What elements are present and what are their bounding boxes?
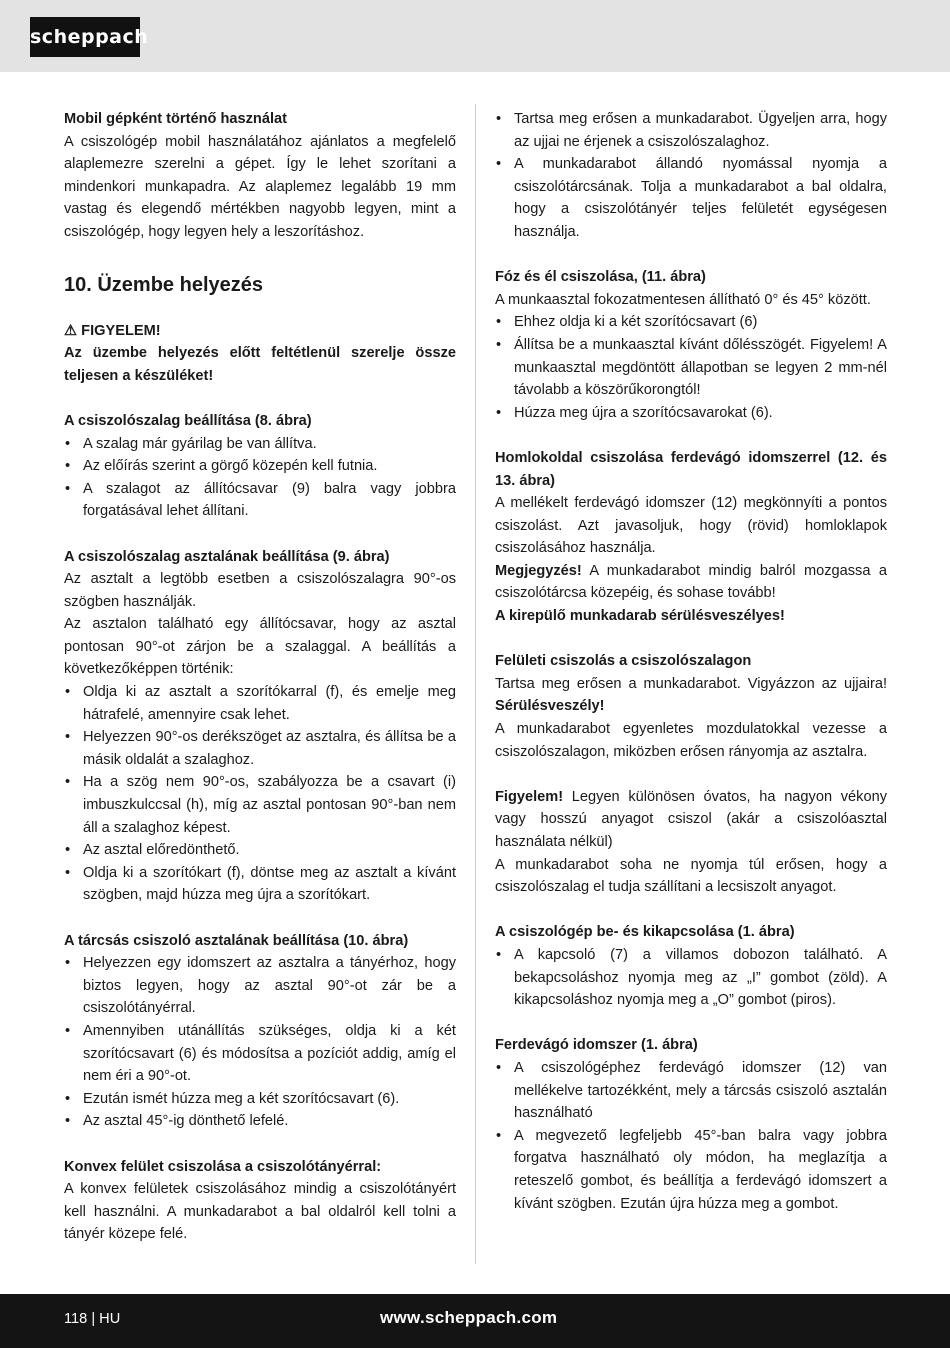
note-label: Megjegyzés! xyxy=(495,562,582,579)
list-item: • Húzza meg újra a szorítócsavarokat (6). xyxy=(495,402,887,425)
end-grinding-warning: A kirepülő munkadarab sérülésveszélyes! xyxy=(495,608,785,625)
disc-table-list xyxy=(64,952,456,1133)
miter-list xyxy=(495,1057,887,1215)
top-list xyxy=(495,108,887,244)
caution-text-2: A munkadarabot soha ne nyomja túl erősen, hogy a csiszolószalag el tudja szállítani a lecsiszolt anyagot. xyxy=(495,856,887,896)
list-item: • A csiszológéphez ferdevágó idomszer (12) van mellékelve tartozékként, mely a tárcsás csiszoló asztalán használható xyxy=(495,1057,887,1125)
list-item: • Az asztal előredönthető. xyxy=(64,839,456,862)
surface-text-2: A munkadarabot egyenletes mozdulatokkal vezesse a csiszolószalagon, miközben erősen rányomja az asztalra. xyxy=(495,721,887,760)
list-item: • A munkadarabot állandó nyomással nyomja a csiszolótárcsának. Tolja a munkadarabot a bal oldalra, hogy a csiszolótányér teljes felületét egységesen használja. xyxy=(495,153,887,243)
footer-bar xyxy=(0,1294,950,1348)
switch-heading: A csiszológép be- és kikapcsolása (1. ábra) xyxy=(495,924,795,941)
belt-setting-list xyxy=(64,433,456,523)
list-item: • Ehhez oldja ki a két szorítócsavart (6) xyxy=(495,311,887,334)
page-number: 118 | HU xyxy=(64,1311,121,1327)
note-text: A munkadarabot mindig balról mozgassa a csiszolótárcsa közepéig, és sohase tovább! xyxy=(495,562,887,602)
end-grinding-note xyxy=(495,560,887,605)
caution-label: Figyelem! xyxy=(495,788,564,805)
list-item: • Az asztal 45°-ig dönthető lefelé. xyxy=(64,1110,456,1133)
bevel-heading: Fóz és él csiszolása, (11. ábra) xyxy=(495,269,706,286)
belt-table-heading: A csiszolószalag asztalának beállítása (9. ábra) xyxy=(64,548,390,565)
belt-table-text-1: Az asztalt a legtöbb esetben a csiszolószalagra 90°-os szögben használják. xyxy=(64,571,456,610)
switch-list xyxy=(495,944,887,1012)
right-column xyxy=(495,108,887,1215)
section-title: 10. Üzembe helyezés xyxy=(64,273,263,296)
list-item: • Ezután ismét húzza meg a két szorítócsavart (6). xyxy=(64,1088,456,1111)
warning-triangle-icon: ⚠ xyxy=(64,322,78,339)
website-link[interactable]: www.scheppach.com xyxy=(380,1308,558,1327)
belt-table-text-2: Az asztalon található egy állítócsavar, hogy az asztal pontosan 90°-ot zárjon be a szalaggal. A beállítás a következőképpen történik: xyxy=(64,616,456,678)
warning-text: Az üzembe helyezés előtt feltétlenül szerelje össze teljesen a készüléket! xyxy=(64,345,456,384)
end-grinding-heading: Homlokoldal csiszolása ferdevágó idomszerrel (12. és 13. ábra) xyxy=(495,449,887,489)
scheppach-logo: scheppach xyxy=(30,17,140,57)
disc-table-heading: A tárcsás csiszoló asztalának beállítása (10. ábra) xyxy=(64,932,409,949)
bevel-text: A munkaasztal fokozatmentesen állítható 0° és 45° között. xyxy=(495,291,871,308)
mobile-use-heading: Mobil gépként történő használat xyxy=(64,111,287,127)
belt-setting-heading: A csiszolószalag beállítása (8. ábra) xyxy=(64,412,312,429)
list-item: • Az előírás szerint a görgő közepén kell futnia. xyxy=(64,455,456,478)
end-grinding-text: A mellékelt ferdevágó idomszer (12) megkönnyíti a pontos csiszolást. Azt javasoljuk, hogy (rövid) homloklapok csiszolásához használja. xyxy=(495,495,887,557)
column-divider xyxy=(475,104,476,1264)
list-item: • Helyezzen 90°-os derékszöget az asztalra, és állítsa be a másik oldalát a szalaghoz. xyxy=(64,726,456,771)
warning-heading: ⚠ FIGYELEM! xyxy=(64,322,161,339)
list-item: • Oldja ki a szorítókart (f), döntse meg az asztalt a kívánt szögben, majd húzza meg újra a szorítókart. xyxy=(64,862,456,907)
mobile-use-text: A csiszológép mobil használatához ajánlatos a megfelelő alaplemezre szerelni a gépet. Így le lehet szorítani a mindenkori munkapadra. Az alaplemez legalább 19 mm vastag és elegendő mértékben nagyobb legyen, mint a csiszológép, hogy legyen hely a leszorításhoz. xyxy=(64,133,456,240)
list-item: • A szalagot az állítócsavar (9) balra vagy jobbra forgatásával lehet állítani. xyxy=(64,478,456,523)
list-item: • Ha a szög nem 90°-os, szabályozza be a csavart (i) imbuszkulccsal (h), míg az asztal pontosan 90°-ban nem áll a szalaghoz képest. xyxy=(64,771,456,839)
caution-text: Figyelem! Legyen különösen óvatos, ha nagyon vékony vagy hosszú anyagot csiszol (akár a csiszolóasztal használata nélkül) xyxy=(495,788,887,850)
list-item: • Amennyiben utánállítás szükséges, oldja ki a két szorítócsavart (6) és módosítsa a pozíciót addig, amíg el nem éri a 90°-ot. xyxy=(64,1020,456,1088)
convex-heading: Konvex felület csiszolása a csiszolótányérral: xyxy=(64,1158,382,1175)
list-item: • Állítsa be a munkaasztal kívánt dőlésszögét. Figyelem! A munkaasztal megdöntött állapotban se legyen 2 mm-nél távolabb a köszörűkorongtól! xyxy=(495,334,887,402)
danger-label: Sérülésveszély! xyxy=(495,698,605,715)
list-item: • A kapcsoló (7) a villamos dobozon található. A bekapcsoláshoz nyomja meg az „I” gombot (zöld). A kikapcsoláshoz nyomja meg a „O” gombot (piros). xyxy=(495,944,887,1012)
left-column xyxy=(64,108,456,1246)
convex-text: A konvex felületek csiszolásához mindig a csiszolótányért kell használni. A munkadarabot a bal oldalról kell tolni a tányér közepe felé. xyxy=(64,1181,456,1243)
surface-heading: Felületi csiszolás a csiszolószalagon xyxy=(495,653,752,670)
bevel-list xyxy=(495,311,887,424)
list-item: • A szalag már gyárilag be van állítva. xyxy=(64,433,456,456)
surface-text-1: Tartsa meg erősen a munkadarabot. Vigyázzon az ujjaira! Sérülésveszély! xyxy=(495,675,887,715)
belt-table-list xyxy=(64,681,456,907)
miter-heading: Ferdevágó idomszer (1. ábra) xyxy=(495,1037,698,1054)
list-item: • Tartsa meg erősen a munkadarabot. Ügyeljen arra, hogy az ujjai ne érjenek a csiszolószalaghoz. xyxy=(495,108,887,153)
header-bar xyxy=(0,0,950,72)
list-item: • Oldja ki az asztalt a szorítókarral (f), és emelje meg hátrafelé, amennyire csak lehet. xyxy=(64,681,456,726)
list-item: • A megvezető legfeljebb 45°-ban balra vagy jobbra forgatva használható oly módon, ha meglazítja a reteszelő gombot, és beállítja a ferdevágó idomszert a kívánt szögben. Ezután újra húzza meg a gombot. xyxy=(495,1125,887,1215)
list-item: • Helyezzen egy idomszert az asztalra a tányérhoz, hogy biztos legyen, hogy az asztal 90°-ot zár be a csiszolótányérral. xyxy=(64,952,456,1020)
